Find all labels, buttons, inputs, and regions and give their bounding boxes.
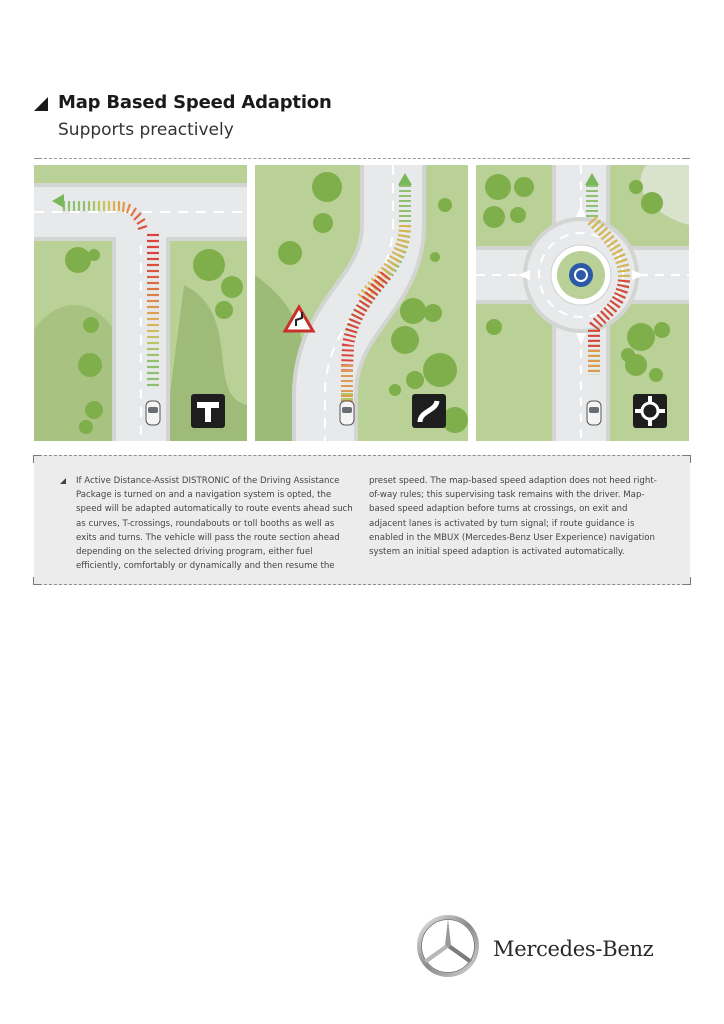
corner-mark (683, 577, 691, 585)
info-box (34, 455, 690, 585)
title-row (34, 92, 332, 113)
car-icon (587, 401, 601, 425)
corner-mark (33, 455, 41, 463)
corner-mark (33, 577, 41, 585)
curve-illustration (255, 165, 468, 441)
info-triangle-icon (60, 478, 66, 484)
car-icon (146, 401, 160, 425)
panel-curve (255, 165, 468, 441)
curve-icon (412, 394, 446, 428)
corner-mark (683, 455, 691, 463)
title-triangle-icon (34, 97, 48, 111)
brand-wordmark: Mercedes-Benz (493, 937, 654, 961)
panel-t-crossing (34, 165, 247, 441)
divider-tick-left (34, 158, 42, 159)
car-icon (340, 401, 354, 425)
divider-tick-right (682, 158, 690, 159)
info-text-right: preset speed. The map-based speed adaption does not heed right-of-way rules; this supervising task remains with the driver. Map-based speed adaption before turns at crossings, on exit and adjacent lanes is activated by turn signal; if route guidance is enabled in the MBUX (Mercedes-Benz User Experience) navigation system an initial speed adaption is activated automatically. (369, 476, 657, 558)
roundabout-illustration (476, 165, 689, 441)
panel-roundabout (476, 165, 689, 441)
t-junction-icon (191, 394, 225, 428)
top-divider (34, 158, 690, 159)
roundabout-icon (633, 394, 667, 428)
page-title: Map Based Speed Adaption (58, 92, 332, 113)
roundabout-arrows-icon (569, 263, 593, 287)
t-crossing-illustration (34, 165, 247, 441)
page-subtitle: Supports preactively (58, 120, 234, 140)
info-text-left: If Active Distance-Assist DISTRONIC of the Driving Assistance Package is turned on and a navigation system is opted, the speed will be adapted automatically to route events ahead such as curves, T-crossings, roundabouts or toll booths as well as exits and turns. The vehicle will pass the route section ahead depending on the selected driving program, either fuel efficiently, comfortably or dynamically and then resume the (76, 476, 353, 572)
three-pointed-star-icon (416, 914, 480, 983)
